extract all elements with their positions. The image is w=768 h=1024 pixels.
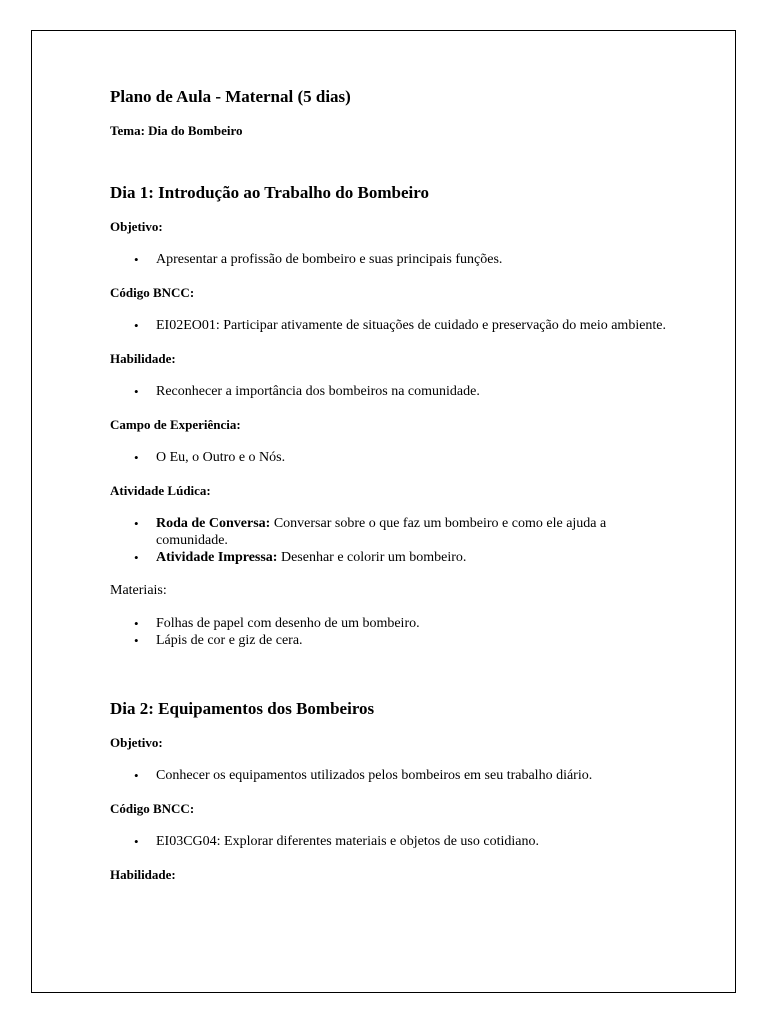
day-1-bncc-label: Código BNCC: xyxy=(110,285,195,300)
document-page xyxy=(31,30,736,993)
day-1-section xyxy=(110,183,670,649)
activity-lead: Roda de Conversa: xyxy=(156,516,271,531)
day-2-objective-list xyxy=(110,767,670,784)
day-1-skill-list xyxy=(110,383,670,400)
document-title: Plano de Aula - Maternal (5 dias) xyxy=(110,87,351,106)
day-1-materials-label: Materiais: xyxy=(110,583,167,598)
document-content xyxy=(110,87,670,899)
list-item xyxy=(156,549,670,566)
activity-text: Desenhar e colorir um bombeiro. xyxy=(277,550,467,565)
day-1-objective-label: Objetivo: xyxy=(110,219,163,234)
day-1-skill-label: Habilidade: xyxy=(110,351,176,366)
day-2-objective-label: Objetivo: xyxy=(110,735,163,750)
list-item: • Apresentar a profissão de bombeiro e suas principais funções. xyxy=(156,251,670,268)
list-item: • Lápis de cor e giz de cera. xyxy=(156,632,670,649)
day-1-materials-list xyxy=(110,615,670,649)
day-2-title: Dia 2: Equipamentos dos Bombeiros xyxy=(110,699,375,718)
day-1-field-label: Campo de Experiência: xyxy=(110,417,241,432)
day-1-field-list xyxy=(110,449,670,466)
list-item: • O Eu, o Outro e o Nós. xyxy=(156,449,670,466)
day-2-skill-label: Habilidade: xyxy=(110,867,176,882)
activity-text: Conversar sobre o que faz um bombeiro e como ele ajuda a comunidade. xyxy=(156,516,607,548)
day-2-bncc-label: Código BNCC: xyxy=(110,801,195,816)
section-spacer xyxy=(110,666,670,699)
day-1-objective-list xyxy=(110,251,670,268)
list-item: • EI03CG04: Explorar diferentes materiais e objetos de uso cotidiano. xyxy=(156,833,670,850)
day-1-activity-label: Atividade Lúdica: xyxy=(110,483,211,498)
day-2-bncc-list xyxy=(110,833,670,850)
day-1-title: Dia 1: Introdução ao Trabalho do Bombeiro xyxy=(110,183,429,202)
day-1-bncc-list xyxy=(110,317,670,334)
list-item: • EI02EO01: Participar ativamente de situações de cuidado e preservação do meio ambiente. xyxy=(156,317,670,334)
day-2-section xyxy=(110,699,670,883)
list-item: • Folhas de papel com desenho de um bombeiro. xyxy=(156,615,670,632)
list-item: • Reconhecer a importância dos bombeiros na comunidade. xyxy=(156,383,670,400)
list-item xyxy=(156,515,670,549)
list-item: • Conhecer os equipamentos utilizados pelos bombeiros em seu trabalho diário. xyxy=(156,767,670,784)
activity-lead: Atividade Impressa: xyxy=(156,550,278,565)
day-1-activity-list xyxy=(110,515,670,566)
lesson-theme: Tema: Dia do Bombeiro xyxy=(110,123,243,138)
